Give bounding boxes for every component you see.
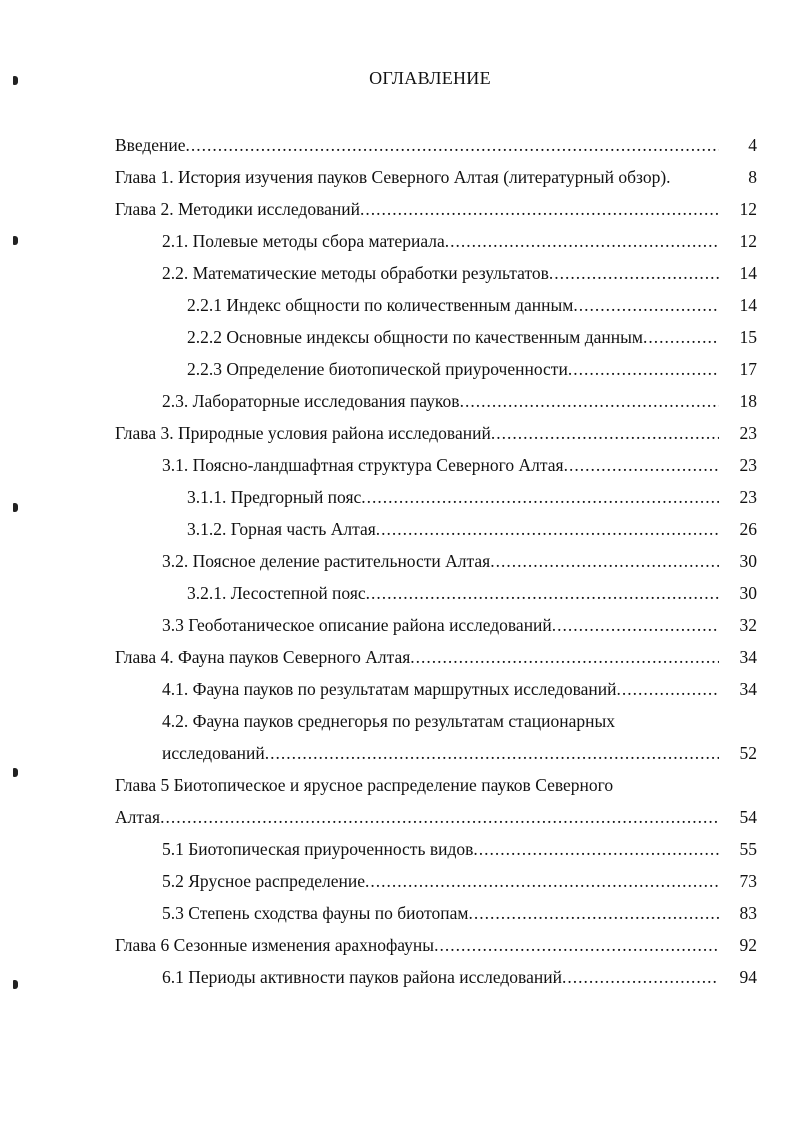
dot-leader bbox=[568, 353, 719, 385]
toc-entry bbox=[115, 609, 757, 641]
toc-entry-title: 3.2.1. Лесостепной пояс bbox=[187, 583, 366, 603]
toc-entry-title: 5.1 Биотопическая приуроченность видов bbox=[162, 839, 474, 859]
dot-leader bbox=[265, 737, 719, 769]
toc-entry-title: 3.3 Геоботаническое описание района исследований bbox=[162, 615, 552, 635]
toc-page-number: 32 bbox=[739, 615, 757, 635]
toc-page-number: 18 bbox=[739, 391, 757, 411]
dot-leader bbox=[616, 673, 719, 705]
toc-entry-title: 4.1. Фауна пауков по результатам маршрутных исследований bbox=[162, 679, 617, 699]
toc-page-number: 73 bbox=[739, 871, 757, 891]
toc-entry bbox=[115, 641, 757, 673]
toc-page-number: 52 bbox=[739, 743, 757, 763]
dot-leader bbox=[360, 193, 719, 225]
toc-page-number: 12 bbox=[739, 199, 757, 219]
toc-page-number: 14 bbox=[739, 263, 757, 283]
toc-entry-title: 3.1. Поясно-ландшафтная структура Северного Алтая bbox=[162, 455, 564, 475]
dot-leader bbox=[473, 833, 719, 865]
dot-leader bbox=[434, 929, 719, 961]
toc-entry-title: Алтая bbox=[115, 807, 161, 827]
toc-entry-title: исследований bbox=[162, 743, 265, 763]
dot-leader bbox=[460, 385, 719, 417]
toc-entry bbox=[115, 513, 757, 545]
toc-entry bbox=[115, 545, 757, 577]
dot-leader bbox=[445, 225, 719, 257]
toc-entry bbox=[115, 673, 757, 705]
toc-entry-title: Глава 1. История изучения пауков Северного Алтая (литературный обзор). bbox=[115, 167, 671, 187]
toc-entry bbox=[115, 929, 757, 961]
toc-entry bbox=[115, 417, 757, 449]
toc-entry-title: 2.2.3 Определение биотопической приуроченности bbox=[187, 359, 568, 379]
toc-entry-title: Глава 2. Методики исследований bbox=[115, 199, 360, 219]
dot-leader bbox=[490, 545, 719, 577]
toc-page-number: 30 bbox=[739, 551, 757, 571]
toc-page-number: 23 bbox=[739, 455, 757, 475]
toc-entry-title: Глава 4. Фауна пауков Северного Алтая bbox=[115, 647, 411, 667]
dot-leader bbox=[573, 289, 719, 321]
toc-page-number: 30 bbox=[739, 583, 757, 603]
scan-margin-mark bbox=[13, 503, 18, 512]
toc-page-number: 23 bbox=[739, 487, 757, 507]
toc-entry-title: 4.2. Фауна пауков среднегорья по результатам стационарных bbox=[162, 711, 616, 731]
dot-leader bbox=[468, 897, 719, 929]
toc-entry bbox=[115, 449, 757, 481]
toc-entry-title: 3.1.1. Предгорный пояс bbox=[187, 487, 362, 507]
toc-entry bbox=[115, 705, 757, 737]
toc-entry-title: 6.1 Периоды активности пауков района исследований bbox=[162, 967, 562, 987]
toc-page-number: 92 bbox=[739, 935, 757, 955]
toc-entry-title: Глава 5 Биотопическое и ярусное распределение пауков Северного bbox=[115, 775, 614, 795]
toc-entry bbox=[115, 321, 757, 353]
toc-entry-title: 2.2.1 Индекс общности по количественным данным bbox=[187, 295, 574, 315]
toc-entry bbox=[115, 769, 757, 801]
scan-margin-mark bbox=[13, 236, 18, 245]
toc-entry bbox=[115, 961, 757, 993]
scan-margin-mark bbox=[13, 768, 18, 777]
toc-entry bbox=[115, 897, 757, 929]
toc-page-number: 34 bbox=[739, 647, 757, 667]
dot-leader bbox=[365, 865, 719, 897]
toc-entry bbox=[115, 193, 757, 225]
toc-entry bbox=[115, 289, 757, 321]
dot-leader bbox=[160, 801, 719, 833]
table-of-contents bbox=[115, 129, 757, 993]
toc-entry-title: Глава 6 Сезонные изменения арахнофауны bbox=[115, 935, 435, 955]
toc-entry-title: 3.2. Поясное деление растительности Алтая bbox=[162, 551, 491, 571]
toc-entry-title: 2.2. Математические методы обработки результатов bbox=[162, 263, 549, 283]
toc-page-number: 94 bbox=[739, 967, 757, 987]
toc-page-number: 12 bbox=[739, 231, 757, 251]
toc-page-number: 23 bbox=[739, 423, 757, 443]
dot-leader bbox=[366, 577, 719, 609]
toc-entry bbox=[115, 161, 757, 193]
dot-leader bbox=[186, 129, 719, 161]
toc-entry-title: 5.2 Ярусное распределение bbox=[162, 871, 366, 891]
toc-page-number: 17 bbox=[739, 359, 757, 379]
toc-entry-title: 3.1.2. Горная часть Алтая bbox=[187, 519, 376, 539]
dot-leader bbox=[410, 641, 719, 673]
dot-leader bbox=[376, 513, 719, 545]
toc-entry bbox=[115, 737, 757, 769]
toc-entry bbox=[115, 481, 757, 513]
toc-entry bbox=[115, 577, 757, 609]
toc-page-number: 14 bbox=[739, 295, 757, 315]
scan-margin-mark bbox=[13, 980, 18, 989]
toc-page-number: 4 bbox=[748, 135, 757, 155]
dot-leader bbox=[643, 321, 719, 353]
toc-page-number: 54 bbox=[739, 807, 757, 827]
toc-entry-title: Глава 3. Природные условия района исследований bbox=[115, 423, 491, 443]
toc-entry bbox=[115, 833, 757, 865]
toc-entry-title: 5.3 Степень сходства фауны по биотопам bbox=[162, 903, 469, 923]
toc-entry bbox=[115, 801, 757, 833]
toc-page-number: 34 bbox=[739, 679, 757, 699]
dot-leader bbox=[564, 449, 719, 481]
toc-entry bbox=[115, 353, 757, 385]
dot-leader bbox=[491, 417, 719, 449]
toc-entry bbox=[115, 129, 757, 161]
scan-margin-mark bbox=[13, 76, 18, 85]
toc-entry-title: 2.3. Лабораторные исследования пауков bbox=[162, 391, 460, 411]
toc-entry bbox=[115, 225, 757, 257]
toc-page-number: 83 bbox=[739, 903, 757, 923]
toc-entry bbox=[115, 385, 757, 417]
dot-leader bbox=[562, 961, 719, 993]
toc-page-number: 26 bbox=[739, 519, 757, 539]
toc-entry-title: 2.1. Полевые методы сбора материала bbox=[162, 231, 445, 251]
dot-leader bbox=[361, 481, 719, 513]
dot-leader bbox=[549, 257, 719, 289]
toc-page-number: 55 bbox=[739, 839, 757, 859]
toc-entry bbox=[115, 257, 757, 289]
toc-entry bbox=[115, 865, 757, 897]
toc-entry-title: 2.2.2 Основные индексы общности по качественным данным bbox=[187, 327, 643, 347]
dot-leader bbox=[552, 609, 719, 641]
toc-entry-title: Введение bbox=[115, 135, 186, 155]
page-title: ОГЛАВЛЕНИЕ bbox=[369, 68, 491, 88]
toc-page-number: 8 bbox=[748, 167, 757, 187]
toc-page-number: 15 bbox=[739, 327, 757, 347]
